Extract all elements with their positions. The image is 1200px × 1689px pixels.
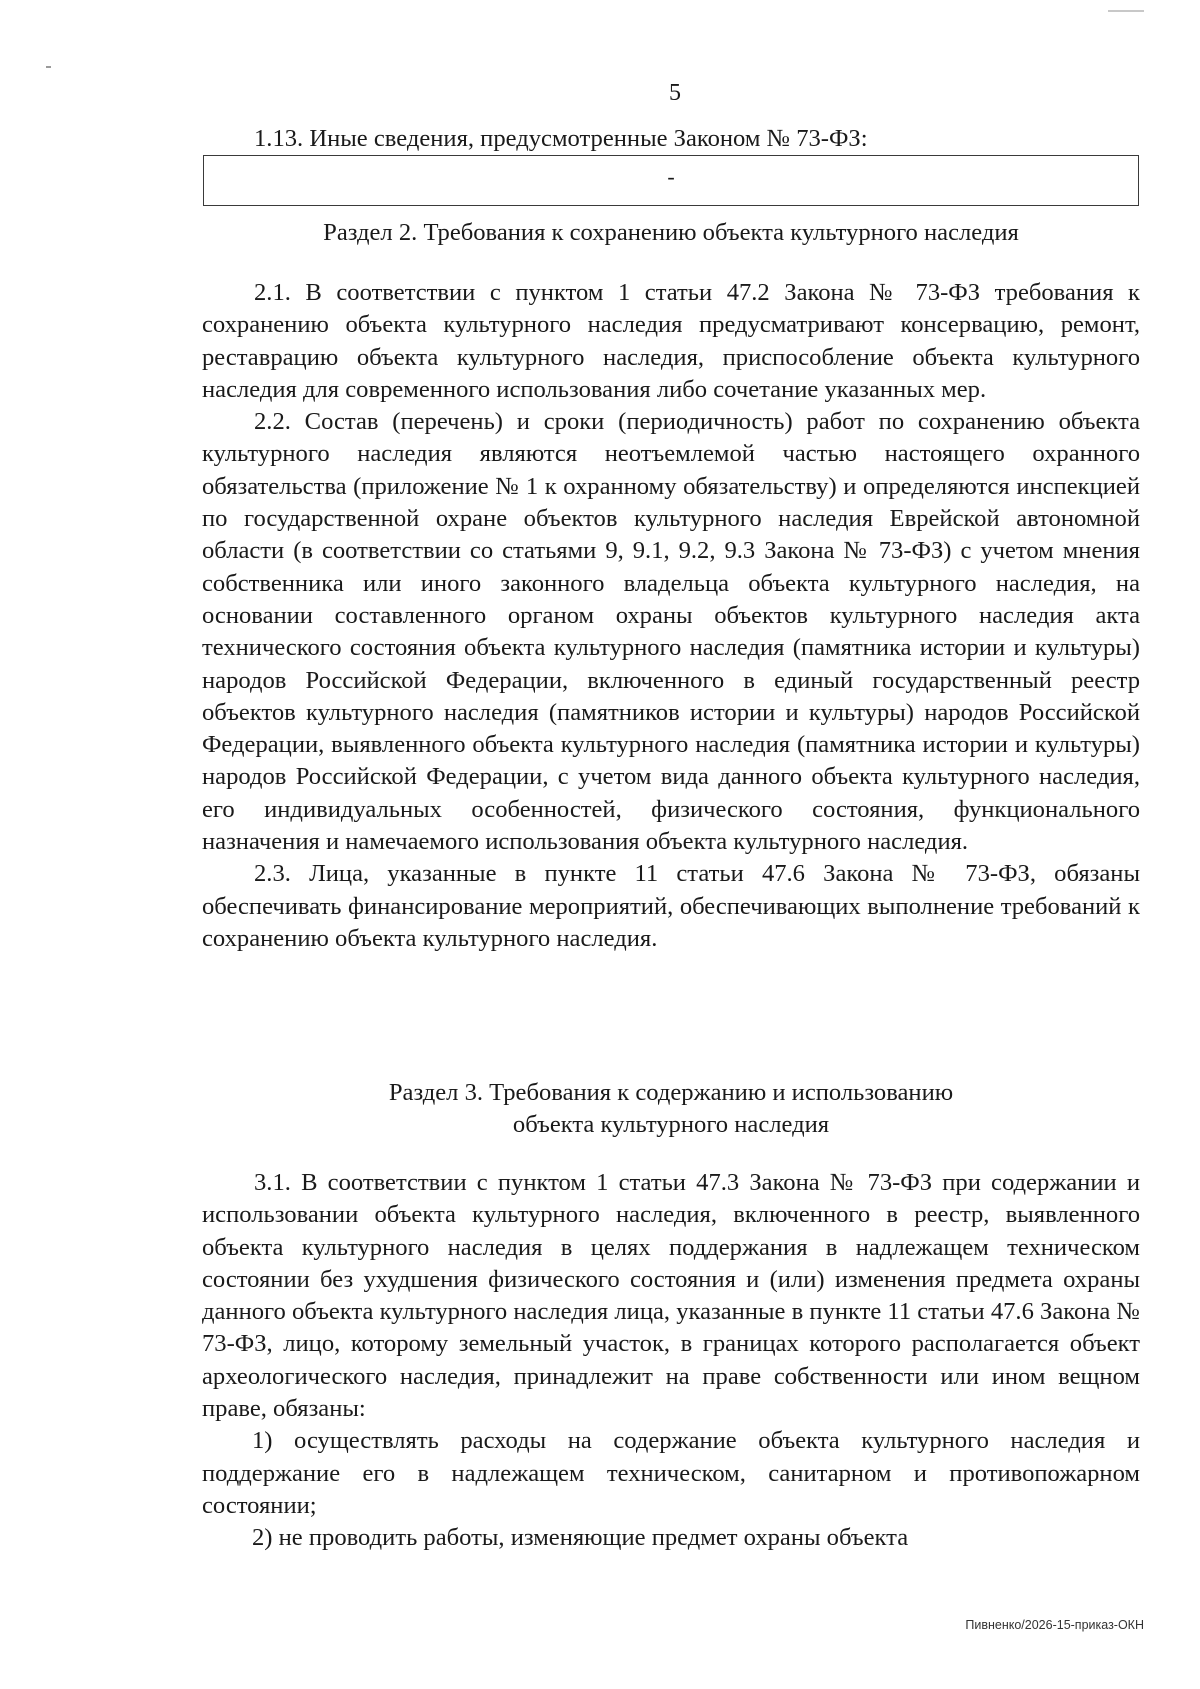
section-1-13-value: - bbox=[667, 164, 675, 189]
scan-edge-mark bbox=[1108, 10, 1144, 12]
section-3-heading-line-2: объекта культурного наследия bbox=[512, 1111, 830, 1138]
section-3-heading-line-1: Раздел 3. Требования к содержанию и использованию bbox=[388, 1079, 954, 1106]
section-2-body bbox=[202, 277, 1140, 955]
paragraph-2-3: 2.3. Лица, указанные в пункте 11 статьи 47.6 Закона № 73-ФЗ, обязаны обеспечивать финансирование мероприятий, обеспечивающих выполнение требований к сохранению объекта культурного наследия. bbox=[202, 860, 1140, 952]
paragraph-3-1: 3.1. В соответствии с пунктом 1 статьи 47.3 Закона № 73-ФЗ при содержании и использовании объекта культурного наследия, включенного в реестр, выявленного объекта культурного наследия в целях поддержания в надлежащем техническом состоянии без ухудшения физического состояния и (или) изменения предмета охраны данного объекта культурного наследия лица, указанные в пункте 11 статьи 47.6 Закона № 73-ФЗ, лицо, которому земельный участок, в границах которого располагается объект археологического наследия, принадлежит на праве собственности или ином вещном праве, обязаны: bbox=[202, 1169, 1140, 1423]
paragraph-2-1: 2.1. В соответствии с пунктом 1 статьи 47.2 Закона № 73-ФЗ требования к сохранению объекта культурного наследия предусматривают консервацию, ремонт, реставрацию объекта культурного наследия, приспособление объекта культурного наследия для современного использования либо сочетание указанных мер. bbox=[202, 279, 1140, 403]
section-2-heading: Раздел 2. Требования к сохранению объекта культурного наследия bbox=[323, 219, 1019, 246]
scan-speck bbox=[46, 66, 51, 68]
section-1-13-field-box bbox=[203, 155, 1139, 206]
footer-reference: Пивненко/2026-15-приказ-ОКН bbox=[965, 1618, 1144, 1632]
section-3-body bbox=[202, 1167, 1140, 1555]
list-item-2: 2) не проводить работы, изменяющие предмет охраны объекта bbox=[252, 1524, 909, 1552]
list-item-1: 1) осуществлять расходы на содержание объекта культурного наследия и поддержание его в надлежащем техническом, санитарном и противопожарном состоянии; bbox=[202, 1427, 1140, 1519]
paragraph-2-2: 2.2. Состав (перечень) и сроки (периодичность) работ по сохранению объекта культурного наследия являются неотъемлемой частью настоящего охранного обязательства (приложение № 1 к охранному обязательству) и определяются инспекцией по государственной охране объектов культурного наследия Еврейской автономной области (в соответствии со статьями 9, 9.1, 9.2, 9.3 Закона № 73-ФЗ) с учетом мнения собственника или иного законного владельца объекта культурного наследия, на основании составленного органом охраны объектов культурного наследия акта технического состояния объекта культурного наследия (памятника истории и культуры) народов Российской Федерации, включенного в единый государственный реестр объектов культурного наследия (памятников истории и культуры) народов Российской Федерации, выявленного объекта культурного наследия (памятника истории и культуры) народов Российской Федерации, с учетом вида данного объекта культурного наследия, его индивидуальных особенностей, физического состояния, функционального назначения и намечаемого использования объекта культурного наследия. bbox=[202, 408, 1140, 856]
page-number: 5 bbox=[669, 80, 681, 106]
section-1-13-label: 1.13. Иные сведения, предусмотренные Законом № 73-ФЗ: bbox=[254, 125, 868, 152]
